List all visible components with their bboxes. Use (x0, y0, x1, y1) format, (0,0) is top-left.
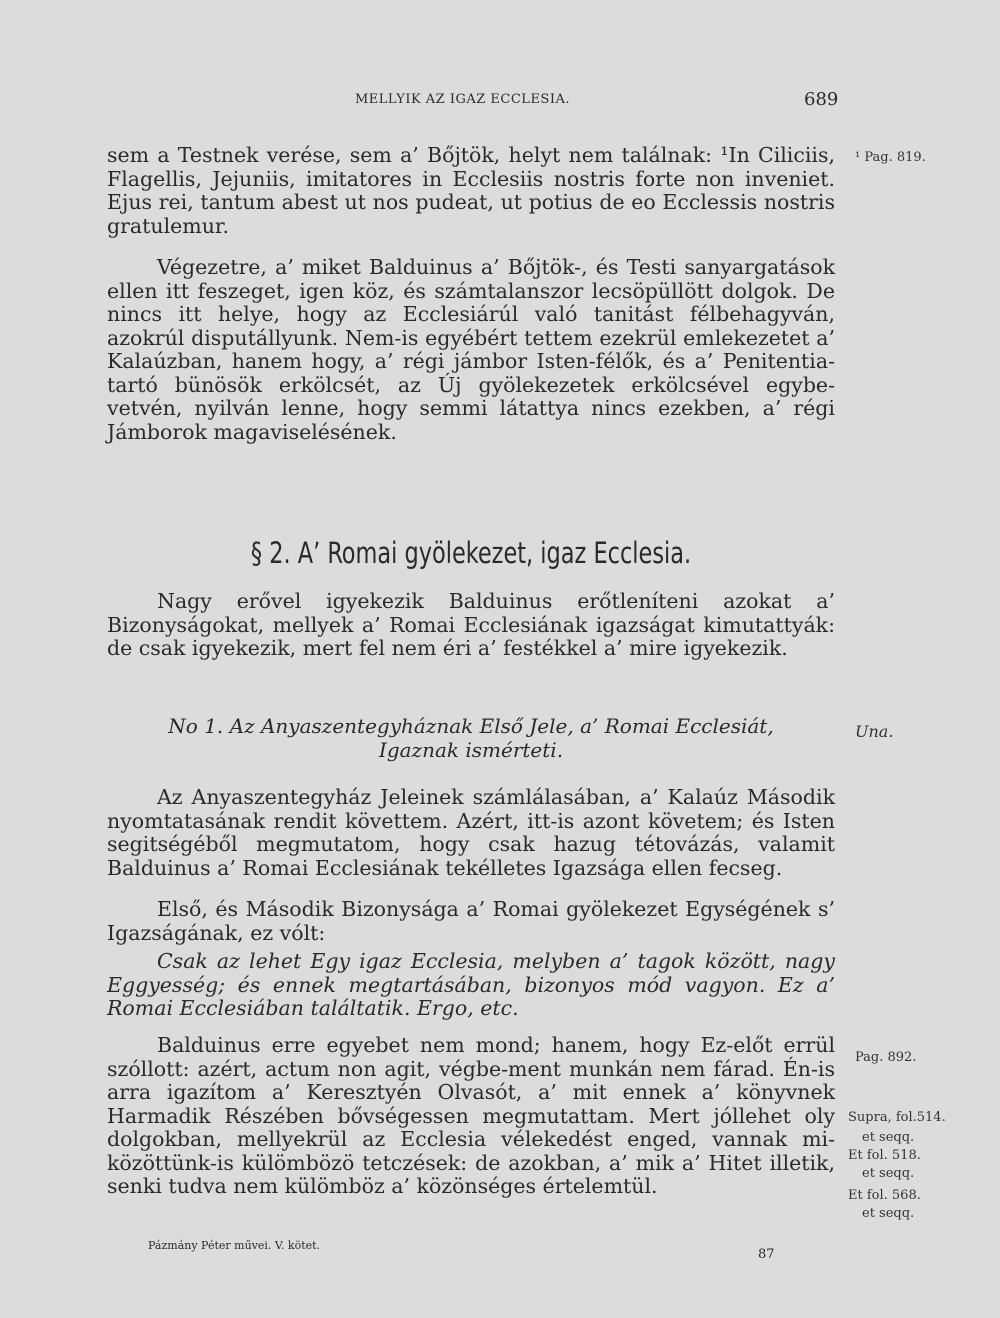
margin-note-3: Pag. 892. (855, 1050, 917, 1065)
paragraph-2: Végezetre, a’ miket Balduinus a’ Bőjtök-, és Testi sanyargatások ellen itt feszeget, igen köz, és számtalanszor lecsöpüllött dolgok. De nincs itt helye, hogy az Ecclesiárúl való tanitást félbehagyván, azokrúl disputállyunk. Nem-is egyébért tettem ezekrül emlekezetet a’ Kalaúzban, hanem hogy, a’ régi jámbor Isten-félők, és a’ Penitentia-tartó bünösök erkölcsét, az Új gyölekezetek erkölcsével egybe-vetvén, nyilván lenne, hogy semmi látattya nincs ezekben, a’ régi Jámborok magaviselésének. (107, 255, 835, 444)
subheading (107, 714, 835, 762)
margin-note-1: ¹ Pag. 819. (855, 150, 926, 165)
subheading-line-2: Igaznak ismérteti. (378, 738, 564, 762)
margin-note-4: Supra, fol.514. (848, 1110, 946, 1125)
running-title: MELLYIK AZ IGAZ ECCLESIA. (355, 92, 570, 107)
margin-note-2: Una. (855, 722, 894, 741)
paragraph-7: Balduinus erre egyebet nem mond; hanem, hogy Ez-előt errül szóllott: azért, actum non agit, végbe-ment munkán nem fárad. Én-is arra igazítom a’ Keresztyén Olvasót, a’ mit ennek a’ könyvnek Harmadik Részében bővségessen megmutattam. Mert jóllehet oly dolgokban, mellyekrül az Ecclesia vélekedést enged, vannak mi-közöttünk-is külömbözö tetczések: de azokban, a’ mik a’ Hitet illetik, senki tudva nem külömböz a’ közönséges értelemtül. (107, 1033, 835, 1198)
paragraph-1: sem a Testnek verése, sem a’ Bőjtök, helyt nem találnak: ¹In Ciliciis, Flagellis, Jejuniis, imitatores in Ecclesiis nostris forte non inveniet. Ejus rei, tantum abest ut nos pudeat, ut potius de eo Ecclessis nostris gratulemur. (107, 143, 835, 238)
paragraph-3: Nagy erővel igyekezik Balduinus erőtleníteni azokat a’ Bizonyságokat, mellyek a’ Romai Ecclesiának igazságat kimutattyák: de csak igyekezik, mert fel nem éri a’ festékkel a’ mire igyekezik. (107, 589, 835, 660)
margin-note-9: et seqq. (862, 1206, 915, 1221)
page-number: 689 (804, 89, 839, 110)
paragraph-4: Az Anyaszentegyház Jeleinek számlálasában, a’ Kalaúz Második nyomtatasának rendit követtem. Azért, itt-is azont követem; és Isten segitségéből megmutatom, hogy csak hazug tétovázás, valamit Balduinus a’ Romai Ecclesiának tekélletes Igazsága ellen fecseg. (107, 785, 835, 880)
footer-publication: Pázmány Péter művei. V. kötet. (148, 1239, 321, 1252)
footer-signature: 87 (758, 1247, 775, 1262)
page-header (0, 89, 1000, 114)
paragraph-6: Csak az lehet Egy igaz Ecclesia, melyben a’ tagok között, nagy Eggyesség; és ennek megtartásában, bizonyos mód vagyon. Ez a’ Romai Ecclesiában találtatik. Ergo, etc. (107, 949, 835, 1020)
paragraph-5: Első, és Második Bizonysága a’ Romai gyölekezet Egységének s’ Igazságának, ez vólt: (107, 897, 835, 945)
subheading-line-1: No 1. Az Anyaszentegyháznak Első Jele, a’ Romai Ecclesiát, (168, 714, 774, 738)
section-heading: § 2. A’ Romai gyölekezet, igaz Ecclesia. (250, 536, 692, 570)
margin-note-8: Et fol. 568. (848, 1188, 921, 1203)
margin-note-5: et seqq. (862, 1130, 915, 1145)
margin-note-7: et seqq. (862, 1166, 915, 1181)
margin-note-6: Et fol. 518. (848, 1148, 921, 1163)
